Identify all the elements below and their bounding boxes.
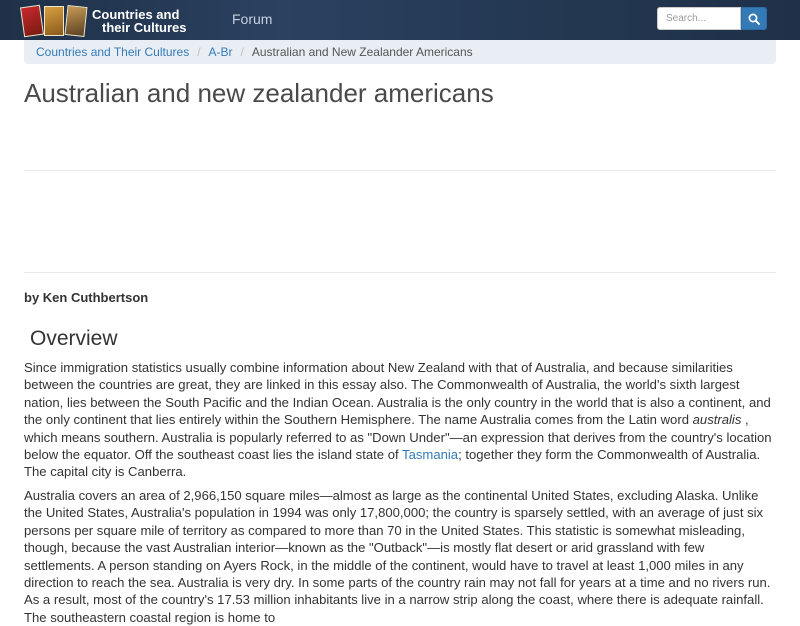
site-logo-link[interactable] <box>22 3 218 38</box>
breadcrumb-item-countries[interactable]: Countries and Their Cultures <box>36 45 190 59</box>
breadcrumb-separator: / <box>240 45 244 59</box>
breadcrumb-separator: / <box>197 45 201 59</box>
paragraph-1-text-c: ; together they form the Commonwealth of Australia. The capital city is Canberra. <box>24 447 761 480</box>
paragraph-1-text-b: , which means southern. Australia is popularly referred to as "Down Under"—an expression that derives from the country's location below the equator. Off the southeast coast lies the island state of <box>24 412 772 463</box>
brand-line-1: Countries and <box>92 6 180 22</box>
paragraph-1 <box>24 359 776 481</box>
brand-line-2: their Cultures <box>102 19 187 35</box>
brand-name <box>92 8 187 34</box>
divider-top <box>24 170 776 171</box>
section-heading-overview: Overview <box>30 327 118 350</box>
paragraph-1-italic: australis <box>692 412 742 428</box>
search-input[interactable] <box>657 7 741 30</box>
breadcrumb-item-current: Australian and New Zealander Americans <box>251 45 473 59</box>
nav-forum-link[interactable]: Forum <box>232 11 273 27</box>
search-icon <box>748 13 760 25</box>
breadcrumb <box>24 40 776 64</box>
tasmania-link[interactable]: Tasmania <box>402 447 459 463</box>
logo-icon <box>22 6 86 36</box>
paragraph-1-text-a: Since immigration statistics usually combine information about New Zealand with that of Australia, and because similarities between the countries are great, they are linked in this essay also. The Commonwealth of Australia, the world's sixth largest nation, lies between the South Pacific and the Indian Ocean. Australia is the only country in the world that is also a continent, and the only continent that lies entirely within the Southern Hemisphere. The name Australia comes from the Latin word <box>24 360 771 428</box>
breadcrumb-item-a-br[interactable]: A-Br <box>208 45 233 59</box>
top-navbar <box>0 0 800 40</box>
divider-bottom <box>24 272 776 273</box>
author-byline: by Ken Cuthbertson <box>24 290 149 305</box>
paragraph-2: Australia covers an area of 2,966,150 square miles—almost as large as the continental United States, excluding Alaska. Unlike the United States, Australia's population in 1994 was only 17,800,000; the country is sparsely settled, with an average of just six persons per square mile of territory as compared to more than 70 in the United States. This statistic is somewhat misleading, though, because the vast Australian interior—known as the "Outback"—is mostly flat desert or arid grassland with few settlements. A person standing on Ayers Rock, in the middle of the continent, would have to travel at least 1,000 miles in any direction to reach the sea. Australia is very dry. In some parts of the country rain may not fall for years at a time and no rivers run. As a result, most of the country's 17.53 million inhabitants live in a narrow strip along the coast, where there is adequate rainfall. The southeastern coastal region is home to <box>24 488 771 625</box>
search-button[interactable] <box>741 7 767 30</box>
page-title: Australian and new zealander americans <box>24 78 494 108</box>
